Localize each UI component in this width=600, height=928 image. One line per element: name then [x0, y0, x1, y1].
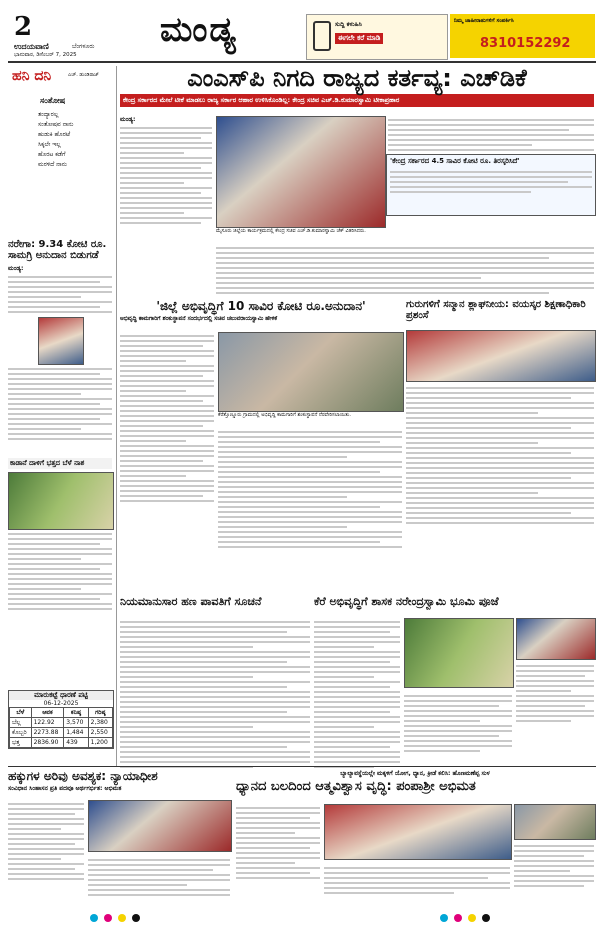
registration-mark-icon [104, 914, 112, 922]
bottom-left-photo [88, 800, 232, 852]
poem-line: ಮರಳಿದೆ ನಾನು [38, 161, 67, 168]
fifth-body-2 [404, 692, 512, 755]
table-row [10, 728, 113, 738]
section-title: ಮಂಡ್ಯ [160, 10, 238, 50]
second-story [120, 300, 402, 323]
second-headline: 'ಜಿಲ್ಲೆ ಅಭಿವೃದ್ಧಿಗೆ 10 ಸಾವಿರ ಕೋಟಿ ರೂ.ಅನುದಾನ' [156, 299, 366, 313]
price-cell: 1,200 [88, 738, 112, 748]
ad-box-right [450, 14, 595, 58]
ad-box-left [306, 14, 448, 60]
bottom-right-kicker: ಬ್ಯಾಲ್ಯಾವಸ್ಥೆಯಲ್ಲೇ ಮಕ್ಕಳಿಗೆ ಯೋಗ, ಧ್ಯಾನ, ಕ್ರೀಡೆ ಕಲಿಸಿ: ಹೊಣಮಣೆಪ್ಪ ಸುಳ [340, 770, 490, 777]
boxed-headline: 'ಕೇಂದ್ರ ಸರ್ಕಾರದ 4.5 ಸಾವಿರ ಕೋಟಿ ರೂ. ತಿರಸ್ಕರಿಸಿದೆ' [390, 157, 520, 165]
edition-city: ಬೆಂಗಳೂರು [72, 43, 95, 50]
poem-line: ಸಂತೋಷವ ನಾನು [38, 121, 74, 128]
price-cell: 122.92 [31, 718, 64, 728]
registration-mark-icon [90, 914, 98, 922]
fourth-headline: ನಿಯಮಾನುಸಾರ ಹಣ ಪಾವತಿಗೆ ಸೂಚನೆ [120, 595, 262, 608]
lead-photo [216, 116, 386, 228]
registration-mark-icon [132, 914, 140, 922]
price-header: ಕನಿಷ್ಠ [64, 708, 88, 718]
bottom-left-body-2 [88, 856, 230, 899]
registration-mark-icon [440, 914, 448, 922]
fourth-body [120, 618, 310, 771]
left-story-dateline: ಮಂಡ್ಯ: [8, 265, 24, 272]
registration-mark-icon [482, 914, 490, 922]
fifth-side-body [516, 662, 594, 725]
poem-title: ಸಂತೋಷ [40, 96, 66, 105]
paper-name: ಉದಯವಾಣಿ [14, 42, 49, 51]
poem-line: ಸಿಕ್ಕಲೇ ಇಲ್ಲ [38, 141, 61, 148]
bottom-rule [8, 766, 596, 767]
bottom-right-side-photo [514, 804, 596, 840]
masthead [0, 0, 600, 62]
price-table [9, 707, 113, 748]
bottom-right-story [236, 770, 594, 794]
poem-lines [38, 110, 108, 170]
price-cell: 2,380 [88, 718, 112, 728]
second-subheadline: ಅಭಿವೃದ್ಧಿ ಕಾಮಗಾರಿಗೆ ಶಂಕುಸ್ಥಾಪನೆ ಸಂದರ್ಭದಲ್ಲಿ ಸಚಿವ ಚಲುವರಾಯಸ್ವಾಮಿ ಹೇಳಿಕೆ [120, 315, 278, 322]
second-body-right [218, 428, 402, 551]
hanidani-title: ಹನಿ ದನಿ [12, 68, 52, 84]
bottom-left-headline: ಹಕ್ಕುಗಳ ಅರಿವು ಅವಶ್ಯಕ: ನ್ಯಾಯಾಧೀಶ [8, 769, 158, 783]
lead-headline: ಎಂಎಸ್‌ಪಿ ನಿಗದಿ ರಾಜ್ಯದ ಕರ್ತವ್ಯ: ಎಚ್‌ಡಿಕೆ [187, 64, 527, 92]
ad-line-2: ಈಗಲೇ ಕರೆ ಮಾಡಿ [335, 33, 383, 44]
registration-mark-icon [118, 914, 126, 922]
third-story [406, 300, 594, 321]
fifth-body [314, 618, 400, 771]
price-table-box [8, 690, 114, 749]
poem-line: ಹುಡುಕಿ ಹೊರಟೆ [38, 131, 71, 138]
price-table-date: 06-12-2025 [43, 700, 79, 707]
bottom-right-body [236, 804, 320, 882]
bottom-right-headline: ಧ್ಯಾನದ ಬಲದಿಂದ ಆತ್ಮವಿಶ್ವಾಸ ವೃದ್ಧಿ: ಪಂಪಾಶ್ರೀ ಅಭಿಮತ [236, 779, 476, 794]
lead-photo-caption: ಮೈಸೂರು ಜಿಲ್ಲೆಯ ಕಾರ್ಯಕ್ರಮದಲ್ಲಿ ಕೇಂದ್ರ ಸಚಿವ ಎಚ್.ಡಿ.ಕುಮಾರಸ್ವಾಮಿ ಚೆಕ್ ವಿತರಿಸಿದರು. [216, 228, 366, 234]
price-cell: ಬೆಲ್ಲ [10, 718, 32, 728]
lead-body-bottom [216, 244, 594, 297]
fifth-story [314, 596, 594, 608]
page-number: 2 [14, 12, 33, 42]
left-photo-headline: ಕಾಡಾನೆ ದಾಳಿಗೆ ಭತ್ತದ ಬೆಳೆ ನಾಶ [8, 458, 112, 469]
bottom-left-subheadline: ಸಂವಿಧಾನ ಸಿಂಹಾಸನ ಪ್ರತಿ ಪದವೂ ಅರ್ಥಗರ್ಭಿತ: ಅಭಿಮತ [8, 784, 122, 792]
phone-icon [313, 21, 331, 51]
left-story-headline: ನರೇಗಾ: 9.34 ಕೋಟಿ ರೂ. ಸಾಮಗ್ರಿ ಅನುದಾನ ಬಿಡುಗಡೆ [8, 239, 107, 261]
bottom-left-story [8, 770, 230, 793]
bottom-right-side-body [514, 842, 594, 890]
second-body-left [120, 332, 214, 505]
lead-story [120, 66, 594, 107]
bottom-right-photo [324, 804, 512, 860]
ad-line-1: ಸುದ್ದಿ ಕಳುಹಿಸಿ [335, 21, 362, 28]
left-column-rule [116, 66, 117, 766]
price-cell: 2,550 [88, 728, 112, 738]
portrait-photo [38, 317, 84, 365]
left-story-body-2 [8, 368, 112, 440]
fifth-headline: ಕೆರೆ ಅಭಿವೃದ್ಧಿಗೆ ಶಾಸಕ ನರೇಂದ್ರಸ್ವಾಮಿ ಭೂಮಿ ಪೂಜೆ [314, 595, 499, 608]
ad-phone: 8310152292 [480, 36, 571, 51]
ad-line-3: ನಿಮ್ಮ ಜಾಹೀರಾತುಗಳಿಗೆ ಸಂಪರ್ಕಿಸಿ [454, 18, 514, 24]
boxed-body [387, 171, 595, 193]
price-cell: 2273.88 [31, 728, 64, 738]
lead-body-left [120, 116, 212, 227]
price-header: ಆವಕ [31, 708, 64, 718]
poem-line: ಹೊರಟ ಕಡೆಗೆ [38, 151, 66, 158]
third-photo [406, 330, 596, 382]
table-row [10, 738, 113, 748]
table-row [10, 718, 113, 728]
poem-line: ತಂದ್ಯಾರಲ್ಲ [38, 111, 59, 118]
second-photo [218, 332, 404, 412]
hanidani-byline: ಎಚ್. ಡುಂಡಿರಾಜ್ [68, 72, 99, 78]
price-cell: 1,484 [64, 728, 88, 738]
price-cell: 2836.90 [31, 738, 64, 748]
left-photo-body [8, 533, 112, 610]
price-header: ಗರಿಷ್ಠ [88, 708, 112, 718]
registration-mark-icon [454, 914, 462, 922]
bottom-right-body-2 [324, 864, 510, 897]
lead-subheadline: ಕೇಂದ್ರ ಸರ್ಕಾರದ ಮೇಲೆ ಟೀಕೆ ಮಾಡಲು ರಾಜ್ಯ ಸರ್ಕಾರ ಆಹಾರ ಉಳಿಸಿಕೊಂಡಿಲ್ಲ: ಕೇಂದ್ರ ಸಚಿವ ಎಚ್.ಡಿ.ಕುಮಾರಸ್ವಾಮಿ ಟೀಕಾಪ್ರಹಾರ [120, 94, 594, 107]
date-line: ಭಾನುವಾರ, ಡಿಸೆಂಬರ್ 7, 2025 [14, 52, 77, 58]
third-headline: ಗುರುಗಳಿಗೆ ಸನ್ಮಾನ ಶ್ಲಾಘನೀಯ: ವಯಸ್ಕರ ಶಿಕ್ಷಣಾಧಿಕಾರಿ ಪ್ರಶಂಸೆ [406, 299, 586, 321]
bottom-left-body [8, 800, 84, 883]
third-body [406, 384, 594, 527]
fifth-photo [404, 618, 514, 688]
price-cell: ಕೊಬ್ಬರಿ [10, 728, 32, 738]
left-story-body [8, 276, 112, 313]
fourth-story [120, 596, 310, 608]
lead-dateline: ಮಂಡ್ಯ: [120, 116, 136, 123]
price-cell: ಭತ್ತ [10, 738, 32, 748]
second-photo-caption: ಕೆರೆತ್ತೊಣ್ಣೂರು ಗ್ರಾಮದಲ್ಲಿ ಅಭಿವೃದ್ಧಿ ಕಾಮಗಾರಿಗೆ ಶಂಕುಸ್ಥಾಪನೆ ನೆರವೇರಿಸಲಾಯಿತು. [218, 412, 351, 418]
price-cell: 3,570 [64, 718, 88, 728]
boxed-story [386, 154, 596, 216]
price-table-title: ಮಾರುಕಟ್ಟೆ ಧಾರಣೆ ಪಟ್ಟಿ [9, 691, 113, 700]
price-header: ಬೆಳೆ [10, 708, 32, 718]
registration-mark-icon [468, 914, 476, 922]
fifth-side-photo [516, 618, 596, 660]
hanidani-box [8, 66, 108, 226]
left-story [8, 240, 112, 443]
left-photo-story [8, 458, 112, 613]
price-cell: 439 [64, 738, 88, 748]
masthead-rule [8, 61, 596, 63]
paddy-field-photo [8, 472, 114, 530]
